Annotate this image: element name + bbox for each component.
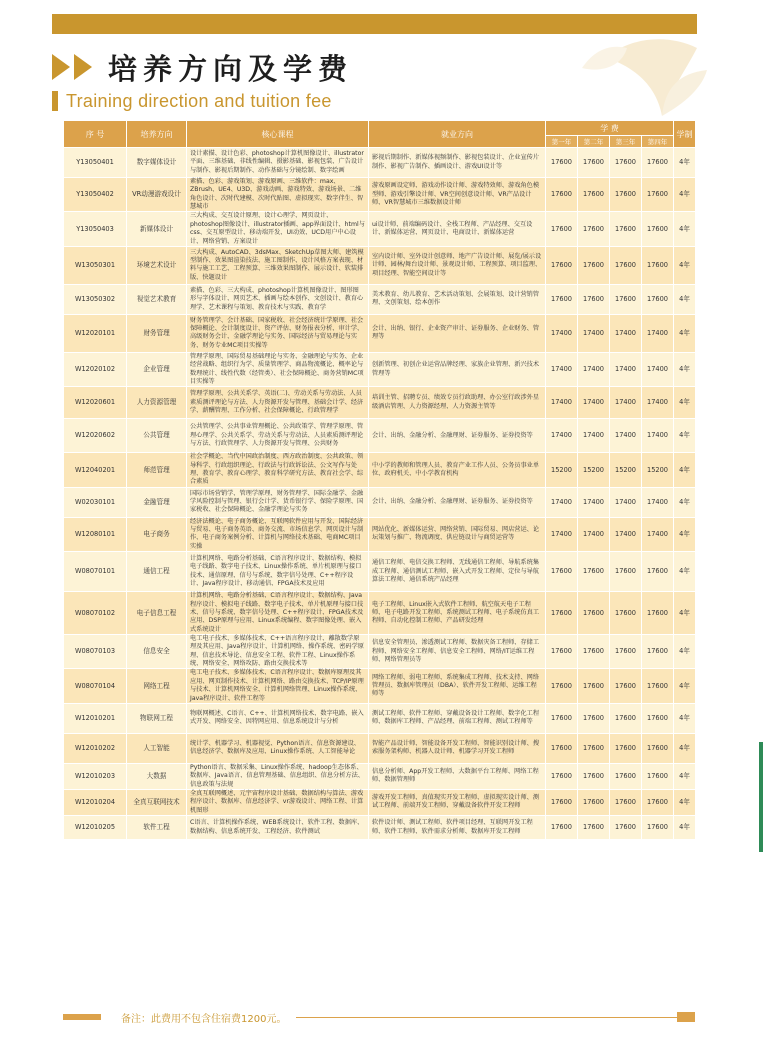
row-fee-year-2: 17600 bbox=[578, 148, 610, 178]
row-fee-year-3: 17600 bbox=[610, 552, 642, 592]
row-fee-year-1: 17600 bbox=[546, 178, 578, 212]
row-fee-year-3: 17400 bbox=[610, 314, 642, 352]
table-row bbox=[64, 314, 696, 352]
row-fee-year-2: 17600 bbox=[578, 703, 610, 733]
row-duration: 4年 bbox=[674, 314, 696, 352]
row-code: W12080101 bbox=[64, 517, 127, 551]
row-fee-year-4: 17600 bbox=[642, 246, 674, 284]
row-fee-year-2: 17400 bbox=[578, 314, 610, 352]
tuition-table-wrapper bbox=[63, 120, 695, 840]
row-code: W12010201 bbox=[64, 703, 127, 733]
row-direction: 通信工程 bbox=[127, 552, 187, 592]
row-courses: 三大构成、交互设计原理、设计心理学、网页设计、photoshop图像设计、illustrator插画、app界面设计、html与css、交互原型设计、移动端开发、UI动效、UCD用户中心设计、网络营销、方案设计 bbox=[187, 212, 369, 246]
row-fee-year-4: 17600 bbox=[642, 703, 674, 733]
table-row bbox=[64, 212, 696, 246]
row-fee-year-4: 17400 bbox=[642, 487, 674, 517]
table-row bbox=[64, 419, 696, 453]
row-code: W12020602 bbox=[64, 419, 127, 453]
row-fee-year-3: 15200 bbox=[610, 453, 642, 487]
row-fee-year-3: 17400 bbox=[610, 487, 642, 517]
header-tuition: 学 费 bbox=[546, 121, 674, 136]
row-jobs: 培训主管、招聘专员、绩效专员行政助理、办公室行政涉外星级酒店管理、人力资源经理、人力资源主管等 bbox=[369, 387, 546, 419]
row-fee-year-2: 17600 bbox=[578, 816, 610, 840]
row-fee-year-4: 17600 bbox=[642, 789, 674, 815]
row-jobs: 网站优化、新媒体运营、网络营销、国际贸易、网店营运、论坛策划与推广、物流调度、供应链设计与商贸运营等 bbox=[369, 517, 546, 551]
row-jobs: 创新管理、初创企业运营品牌经理、家族企业管理、新兴技术管理等 bbox=[369, 352, 546, 386]
row-duration: 4年 bbox=[674, 419, 696, 453]
row-fee-year-1: 17600 bbox=[546, 703, 578, 733]
tuition-table bbox=[63, 120, 696, 840]
row-direction: 物联网工程 bbox=[127, 703, 187, 733]
header-year-4: 第四年 bbox=[642, 136, 674, 148]
row-fee-year-4: 17400 bbox=[642, 419, 674, 453]
row-duration: 4年 bbox=[674, 763, 696, 789]
row-duration: 4年 bbox=[674, 487, 696, 517]
row-fee-year-1: 15200 bbox=[546, 453, 578, 487]
row-courses: C语言、计算机操作系统、WEB系统设计、软件工程、数据库、数据结构、信息系统开发、工程经济、软件测试 bbox=[187, 816, 369, 840]
header-duration: 学制 bbox=[674, 121, 696, 148]
title-arrow-icon bbox=[52, 54, 70, 80]
row-fee-year-3: 17400 bbox=[610, 387, 642, 419]
row-duration: 4年 bbox=[674, 517, 696, 551]
row-courses: 计算机网络、电路分析基础、C语言程序设计、数据结构、模拟电子线路、数字电子技术、Linux操作系统、单片机原理与接口技术、通信原理、信号与系统、数字信号处理、C++程序设计、Java程序设计、移动通信、FPGA技术及应用 bbox=[187, 552, 369, 592]
row-fee-year-1: 17600 bbox=[546, 789, 578, 815]
row-fee-year-3: 17400 bbox=[610, 419, 642, 453]
row-direction: 师范管理 bbox=[127, 453, 187, 487]
row-courses: 素描、色彩、三大构成、photoshop计算机图像设计、图形图形与字体设计、网页艺术、插画与绘本创作、文创设计、教育心理学、艺术课程与策划、教育技术与实践、教育学 bbox=[187, 284, 369, 314]
row-direction: 软件工程 bbox=[127, 816, 187, 840]
row-direction: 环境艺术设计 bbox=[127, 246, 187, 284]
row-fee-year-1: 17400 bbox=[546, 387, 578, 419]
row-duration: 4年 bbox=[674, 552, 696, 592]
table-row bbox=[64, 148, 696, 178]
row-fee-year-4: 17600 bbox=[642, 284, 674, 314]
row-code: W12010204 bbox=[64, 789, 127, 815]
row-courses: 计算机网络、电路分析基础、C语言程序设计、数据结构、Java程序设计、模拟电子线路、数字电子技术、单片机原理与接口技术、信号与系统、数字信号处理、C++程序设计、FPGA技术及应用、DSP原理与应用、Linux系统编程、数字图像处理、嵌入式系统设计 bbox=[187, 592, 369, 635]
row-direction: 数字媒体设计 bbox=[127, 148, 187, 178]
row-courses: 物联网概述、C语言、C++、计算机网络技术、数字电路、嵌入式开发、网络安全、因特网应用、信息系统设计与分析 bbox=[187, 703, 369, 733]
row-fee-year-2: 17600 bbox=[578, 552, 610, 592]
row-courses: 社会学概论、当代中国政治制度、西方政治制度、公共政策、领导科学、行政组织理论、行政法与行政诉讼法、公文写作与处理、教育学、教育心理学、教育科学研究方法、教育社会学、综合素质 bbox=[187, 453, 369, 487]
row-fee-year-1: 17600 bbox=[546, 592, 578, 635]
row-courses: 素描、色彩、游戏策划、游戏原画、三维软件：max、ZBrush、UE4、U3D、游戏动画、游戏特效、游戏场景、二维角色设计、次时代建模、次时代贴图、虚拟现实、数字伴生、智慧城市 bbox=[187, 178, 369, 212]
row-fee-year-1: 17600 bbox=[546, 212, 578, 246]
row-fee-year-2: 17600 bbox=[578, 733, 610, 763]
side-tab-marker bbox=[759, 742, 763, 852]
header-year-2: 第二年 bbox=[578, 136, 610, 148]
row-fee-year-1: 17400 bbox=[546, 352, 578, 386]
row-fee-year-3: 17600 bbox=[610, 178, 642, 212]
table-row bbox=[64, 178, 696, 212]
row-direction: 企业管理 bbox=[127, 352, 187, 386]
table-row bbox=[64, 816, 696, 840]
table-row bbox=[64, 453, 696, 487]
row-courses: 国际市场营销学、管理学原理、财务管理学、国际金融学、金融学风险控制与管理、银行会计学、货币银行学、保险学原理、国家税收、社会保障概论、金融学理论与实务 bbox=[187, 487, 369, 517]
table-row bbox=[64, 517, 696, 551]
table-row bbox=[64, 284, 696, 314]
title-row bbox=[52, 44, 353, 90]
row-code: W08070103 bbox=[64, 634, 127, 668]
table-row bbox=[64, 634, 696, 668]
row-direction: 大数据 bbox=[127, 763, 187, 789]
row-jobs: 电子工程师、Linux嵌入式软件工程师、航空航天电子工程师、电子电路开发工程师、系统测试工程师、电子系统仿真工程师、自动化控制工程师、产品研发经理 bbox=[369, 592, 546, 635]
row-fee-year-3: 17600 bbox=[610, 592, 642, 635]
row-fee-year-4: 17600 bbox=[642, 178, 674, 212]
row-duration: 4年 bbox=[674, 634, 696, 668]
row-fee-year-2: 17600 bbox=[578, 634, 610, 668]
row-code: W12020601 bbox=[64, 387, 127, 419]
row-code: W08070102 bbox=[64, 592, 127, 635]
row-fee-year-3: 17600 bbox=[610, 148, 642, 178]
row-fee-year-3: 17600 bbox=[610, 703, 642, 733]
row-fee-year-2: 15200 bbox=[578, 453, 610, 487]
row-jobs: 会计、出纳、金融分析、金融理财、证券服务、证券投资等 bbox=[369, 487, 546, 517]
header-direction: 培养方向 bbox=[127, 121, 187, 148]
row-code: W12040201 bbox=[64, 453, 127, 487]
row-code: W12010202 bbox=[64, 733, 127, 763]
row-duration: 4年 bbox=[674, 592, 696, 635]
row-fee-year-1: 17600 bbox=[546, 246, 578, 284]
row-direction: 视觉艺术教育 bbox=[127, 284, 187, 314]
row-jobs: 游戏开发工程师、真值现实开发工程师、虚拟现实设计师、测试工程师、前端开发工程师、穿戴设备软件开发工程师 bbox=[369, 789, 546, 815]
row-fee-year-1: 17600 bbox=[546, 148, 578, 178]
row-code: W12020101 bbox=[64, 314, 127, 352]
row-duration: 4年 bbox=[674, 733, 696, 763]
row-fee-year-4: 17400 bbox=[642, 314, 674, 352]
header-year-3: 第三年 bbox=[610, 136, 642, 148]
row-courses: 三大构成、AutoCAD、3dsMax、SketchUp草图大师、建筑模型制作、效果图渲染技法、施工图制作、设计风格方案表现、材料与施工工艺、工程预算、三维效果图制作、展示设计、软装排版、快题设计 bbox=[187, 246, 369, 284]
row-fee-year-2: 17600 bbox=[578, 592, 610, 635]
row-fee-year-3: 17600 bbox=[610, 733, 642, 763]
row-duration: 4年 bbox=[674, 246, 696, 284]
row-jobs: 软件设计师、测试工程师、软件项目经理、互联网开发工程师、软件工程师、软件需求分析师、数据库开发工程师 bbox=[369, 816, 546, 840]
header-code: 序 号 bbox=[64, 121, 127, 148]
row-fee-year-3: 17600 bbox=[610, 246, 642, 284]
row-duration: 4年 bbox=[674, 816, 696, 840]
row-direction: VR动漫游戏设计 bbox=[127, 178, 187, 212]
row-courses: 公共管理学、公共事业管理概论、公共政策学、管理学原理、管理心理学、公共关系学、劳动关系与劳动法、人员素质测评理论与方法、行政管理学、人力资源开发与管理、公共财务 bbox=[187, 419, 369, 453]
row-duration: 4年 bbox=[674, 669, 696, 703]
row-code: W12010203 bbox=[64, 763, 127, 789]
row-fee-year-3: 17600 bbox=[610, 763, 642, 789]
row-code: Y13050403 bbox=[64, 212, 127, 246]
row-fee-year-4: 15200 bbox=[642, 453, 674, 487]
header-courses: 核心课程 bbox=[187, 121, 369, 148]
row-fee-year-2: 17600 bbox=[578, 284, 610, 314]
table-row bbox=[64, 246, 696, 284]
row-code: W12010205 bbox=[64, 816, 127, 840]
row-code: W12020102 bbox=[64, 352, 127, 386]
row-courses: 电工电子技术、多媒体技术、C++语言程序设计、離散数学原理及其应用、Java程序设计、计算机网络、操作系统、密码学原理、信息技术导论、信息安全工程、软件工程、Linux操作系统、网络安全、网络攻防、路由交换技术等 bbox=[187, 634, 369, 668]
row-fee-year-2: 17600 bbox=[578, 669, 610, 703]
row-fee-year-3: 17600 bbox=[610, 284, 642, 314]
row-fee-year-4: 17600 bbox=[642, 148, 674, 178]
row-fee-year-2: 17600 bbox=[578, 212, 610, 246]
row-jobs: ui设计师、前端编码设计、全栈工程师、产品经理、交互设计、新媒体运营、网页设计、电商设计、新媒体运营 bbox=[369, 212, 546, 246]
row-fee-year-2: 17600 bbox=[578, 246, 610, 284]
row-fee-year-4: 17600 bbox=[642, 592, 674, 635]
row-fee-year-4: 17600 bbox=[642, 634, 674, 668]
row-courses: 电工电子技术、多媒体技术、C语言程序设计、数据库原理及其应用、网页制作技术、计算机网络、路由交换技术、TCP/IP原理与技术、计算机网络安全、计算机网络管理、Linux操作系统、Java程序设计、软件工程等 bbox=[187, 669, 369, 703]
row-fee-year-4: 17600 bbox=[642, 552, 674, 592]
row-fee-year-3: 17600 bbox=[610, 789, 642, 815]
row-direction: 金融管理 bbox=[127, 487, 187, 517]
row-direction: 人力资源管理 bbox=[127, 387, 187, 419]
row-jobs: 会计、出纳、金融分析、金融理财、证券服务、证券投资等 bbox=[369, 419, 546, 453]
row-code: W08070104 bbox=[64, 669, 127, 703]
row-fee-year-4: 17600 bbox=[642, 733, 674, 763]
row-duration: 4年 bbox=[674, 387, 696, 419]
row-courses: 管理学原理、国际贸易基础理论与实务、金融理论与实务、企业经营战略、组织行为学、质量管理学、商品物流概论、概率论与数理统计、线性代数（经管类）、社会保障概论、商务营销MC项目实操等 bbox=[187, 352, 369, 386]
row-direction: 电子信息工程 bbox=[127, 592, 187, 635]
row-code: Y13050401 bbox=[64, 148, 127, 178]
table-row bbox=[64, 352, 696, 386]
row-fee-year-2: 17400 bbox=[578, 352, 610, 386]
row-fee-year-3: 17600 bbox=[610, 212, 642, 246]
row-fee-year-2: 17600 bbox=[578, 178, 610, 212]
row-fee-year-4: 17600 bbox=[642, 212, 674, 246]
table-body bbox=[64, 148, 696, 840]
row-jobs: 影视后期制作、新媒体视频制作、影视包装设计、企业宣传片制作、影视广告制作、插画设计、游戏UI设计等 bbox=[369, 148, 546, 178]
row-courses: 财务管理学、会计基础、国家税收、社会经济统计学原理、社会保障概论、会计制度设计、资产评估、财务报表分析、审计学、高级财务会计、金融学理论与实务、国际经济与贸易理论与实务、财务专业MC项目实操等 bbox=[187, 314, 369, 352]
row-duration: 4年 bbox=[674, 148, 696, 178]
footer-left-bar bbox=[63, 1014, 101, 1020]
row-courses: 管理学原理、公共关系学、英语(二)、劳动关系与劳动法、人员素质测评理论与方法、人力资源开发与管理、基础会计学、经济学、薪酬管理、工作分析、社会保障概论、行政管理学 bbox=[187, 387, 369, 419]
row-duration: 4年 bbox=[674, 453, 696, 487]
row-courses: 统计学、机器学习、机器视觉、Python语言、信息资源建设、信息经济学、数据库及应用、Linux操作系统、人工智能导论 bbox=[187, 733, 369, 763]
subtitle-row bbox=[52, 90, 697, 112]
row-courses: Python语言、数据采集、Linux操作系统、hadoop生态体系、数据库、Java语言、信息管理基础、信息组织、信息分析方法、信息政策与法规 bbox=[187, 763, 369, 789]
row-fee-year-3: 17600 bbox=[610, 816, 642, 840]
table-row bbox=[64, 592, 696, 635]
row-direction: 新媒体设计 bbox=[127, 212, 187, 246]
row-direction: 网络工程 bbox=[127, 669, 187, 703]
row-code: W13050302 bbox=[64, 284, 127, 314]
row-jobs: 信息分析师、App开发工程师、大数据平台工程师、网络工程师、数据管理师 bbox=[369, 763, 546, 789]
row-fee-year-3: 17400 bbox=[610, 517, 642, 551]
header-year-1: 第一年 bbox=[546, 136, 578, 148]
row-fee-year-3: 17600 bbox=[610, 669, 642, 703]
row-duration: 4年 bbox=[674, 178, 696, 212]
page-subtitle: Training direction and tuition fee bbox=[66, 90, 332, 111]
row-fee-year-1: 17400 bbox=[546, 517, 578, 551]
row-fee-year-4: 17600 bbox=[642, 669, 674, 703]
row-fee-year-1: 17600 bbox=[546, 816, 578, 840]
row-fee-year-2: 17400 bbox=[578, 517, 610, 551]
row-direction: 财务管理 bbox=[127, 314, 187, 352]
row-duration: 4年 bbox=[674, 352, 696, 386]
row-direction: 电子商务 bbox=[127, 517, 187, 551]
row-courses: 设计素描、设计色彩、photoshop计算机图像设计、illustrator平面、三维基础、非线性编辑、摄影基础、影视包装、广告设计与制作、影视后期制作、动作基础与分镜绘制、数字绘画 bbox=[187, 148, 369, 178]
row-fee-year-3: 17600 bbox=[610, 634, 642, 668]
row-jobs: 会计、出纳、银行、企业资产审计、证券服务、企业财务、管理等 bbox=[369, 314, 546, 352]
table-row bbox=[64, 487, 696, 517]
row-duration: 4年 bbox=[674, 703, 696, 733]
row-fee-year-1: 17600 bbox=[546, 669, 578, 703]
header-jobs: 就业方向 bbox=[369, 121, 546, 148]
row-fee-year-2: 17600 bbox=[578, 789, 610, 815]
row-direction: 信息安全 bbox=[127, 634, 187, 668]
row-courses: 经济法概论、电子商务概论、互联网软件应用与开发、国际经济与贸易、电子商务英语、商务交流、市场信息学、网页设计与制作、电子商务案例分析、计算机与网络技术基础、电商MC项目实操 bbox=[187, 517, 369, 551]
row-fee-year-1: 17400 bbox=[546, 487, 578, 517]
row-courses: 全真互联网概述、元宇宙程序设计基础、数据结构与算法、游戏程序设计、数据库、信息经济学、vr游戏设计、网络工程、计算机图形 bbox=[187, 789, 369, 815]
table-row bbox=[64, 763, 696, 789]
row-fee-year-1: 17600 bbox=[546, 284, 578, 314]
row-fee-year-1: 17600 bbox=[546, 634, 578, 668]
row-duration: 4年 bbox=[674, 212, 696, 246]
row-fee-year-1: 17600 bbox=[546, 763, 578, 789]
row-fee-year-4: 17400 bbox=[642, 352, 674, 386]
row-fee-year-4: 17600 bbox=[642, 763, 674, 789]
row-code: Y13050402 bbox=[64, 178, 127, 212]
row-code: W02030101 bbox=[64, 487, 127, 517]
row-duration: 4年 bbox=[674, 789, 696, 815]
row-code: W13050301 bbox=[64, 246, 127, 284]
row-jobs: 测试工程师、软件工程师、穿戴设备设计工程师、数字化工程师、数据库工程师、产品经理、前端工程师、测试工程师等 bbox=[369, 703, 546, 733]
footer bbox=[63, 1010, 695, 1024]
footer-right-block bbox=[677, 1012, 695, 1022]
row-fee-year-2: 17400 bbox=[578, 419, 610, 453]
row-fee-year-3: 17400 bbox=[610, 352, 642, 386]
subtitle-marker bbox=[52, 91, 58, 111]
row-jobs: 智能产品设计师、智能设备开发工程师、智能识别设计师、搜索服务架构师、机器人设计师、机器学习开发工程师 bbox=[369, 733, 546, 763]
row-duration: 4年 bbox=[674, 284, 696, 314]
footer-rule bbox=[296, 1017, 695, 1018]
row-direction: 全真互联网技术 bbox=[127, 789, 187, 815]
row-jobs: 中小学的教师和管理人员、教育产业工作人员、公务员事业单位、政府机关、中小学教育机构 bbox=[369, 453, 546, 487]
title-arrow-icon bbox=[74, 54, 92, 80]
row-fee-year-2: 17400 bbox=[578, 487, 610, 517]
row-jobs: 通信工程师、电信交换工程师、无线通信工程师、导航系统集成工程师、通信测试工程师、嵌入式开发工程师、定位与导航算法工程师、通信系统产品经理 bbox=[369, 552, 546, 592]
row-code: W08070101 bbox=[64, 552, 127, 592]
row-fee-year-1: 17600 bbox=[546, 552, 578, 592]
row-fee-year-2: 17400 bbox=[578, 387, 610, 419]
table-row bbox=[64, 733, 696, 763]
row-fee-year-1: 17400 bbox=[546, 314, 578, 352]
table-row bbox=[64, 669, 696, 703]
row-fee-year-1: 17600 bbox=[546, 733, 578, 763]
row-fee-year-1: 17400 bbox=[546, 419, 578, 453]
row-jobs: 美术教育、幼儿教育、艺术活动策划、会展策划、设计营销管理、文创策划、绘本创作 bbox=[369, 284, 546, 314]
table-row bbox=[64, 789, 696, 815]
row-jobs: 信息安全管理员、渗透测试工程师、数据灾备工程师、存储工程师、网络安全工程师、信息安全工程师、网络/IT运维工程师、网络管理员等 bbox=[369, 634, 546, 668]
footer-note: 备注：此费用不包含住宿费1200元。 bbox=[121, 1013, 287, 1025]
page-title: 培养方向及学费 bbox=[108, 51, 354, 86]
row-fee-year-4: 17400 bbox=[642, 517, 674, 551]
table-row bbox=[64, 552, 696, 592]
row-direction: 公共管理 bbox=[127, 419, 187, 453]
table-row bbox=[64, 703, 696, 733]
row-fee-year-4: 17600 bbox=[642, 816, 674, 840]
row-fee-year-4: 17400 bbox=[642, 387, 674, 419]
row-jobs: 室内设计师、室外设计创意师、地产广告设计师、展览/展示设计师、园林/舞台设计师、景观设计师、工程预算、项目监理、项目经理、智能空间设计等 bbox=[369, 246, 546, 284]
row-jobs: 游戏原画设定师、游戏动作设计师、游戏特效师、游戏角色模型师、游戏引擎设计师、VR空间创意设计师、VR产品设计师、VR智慧城市三维数据设计师 bbox=[369, 178, 546, 212]
row-direction: 人工智能 bbox=[127, 733, 187, 763]
table-row bbox=[64, 387, 696, 419]
row-fee-year-2: 17600 bbox=[578, 763, 610, 789]
row-jobs: 网络工程师、弱电工程师、系统集成工程师、技术支持、网络管理员、数据库管理员（DBA）、软件开发工程师、运维工程师等 bbox=[369, 669, 546, 703]
